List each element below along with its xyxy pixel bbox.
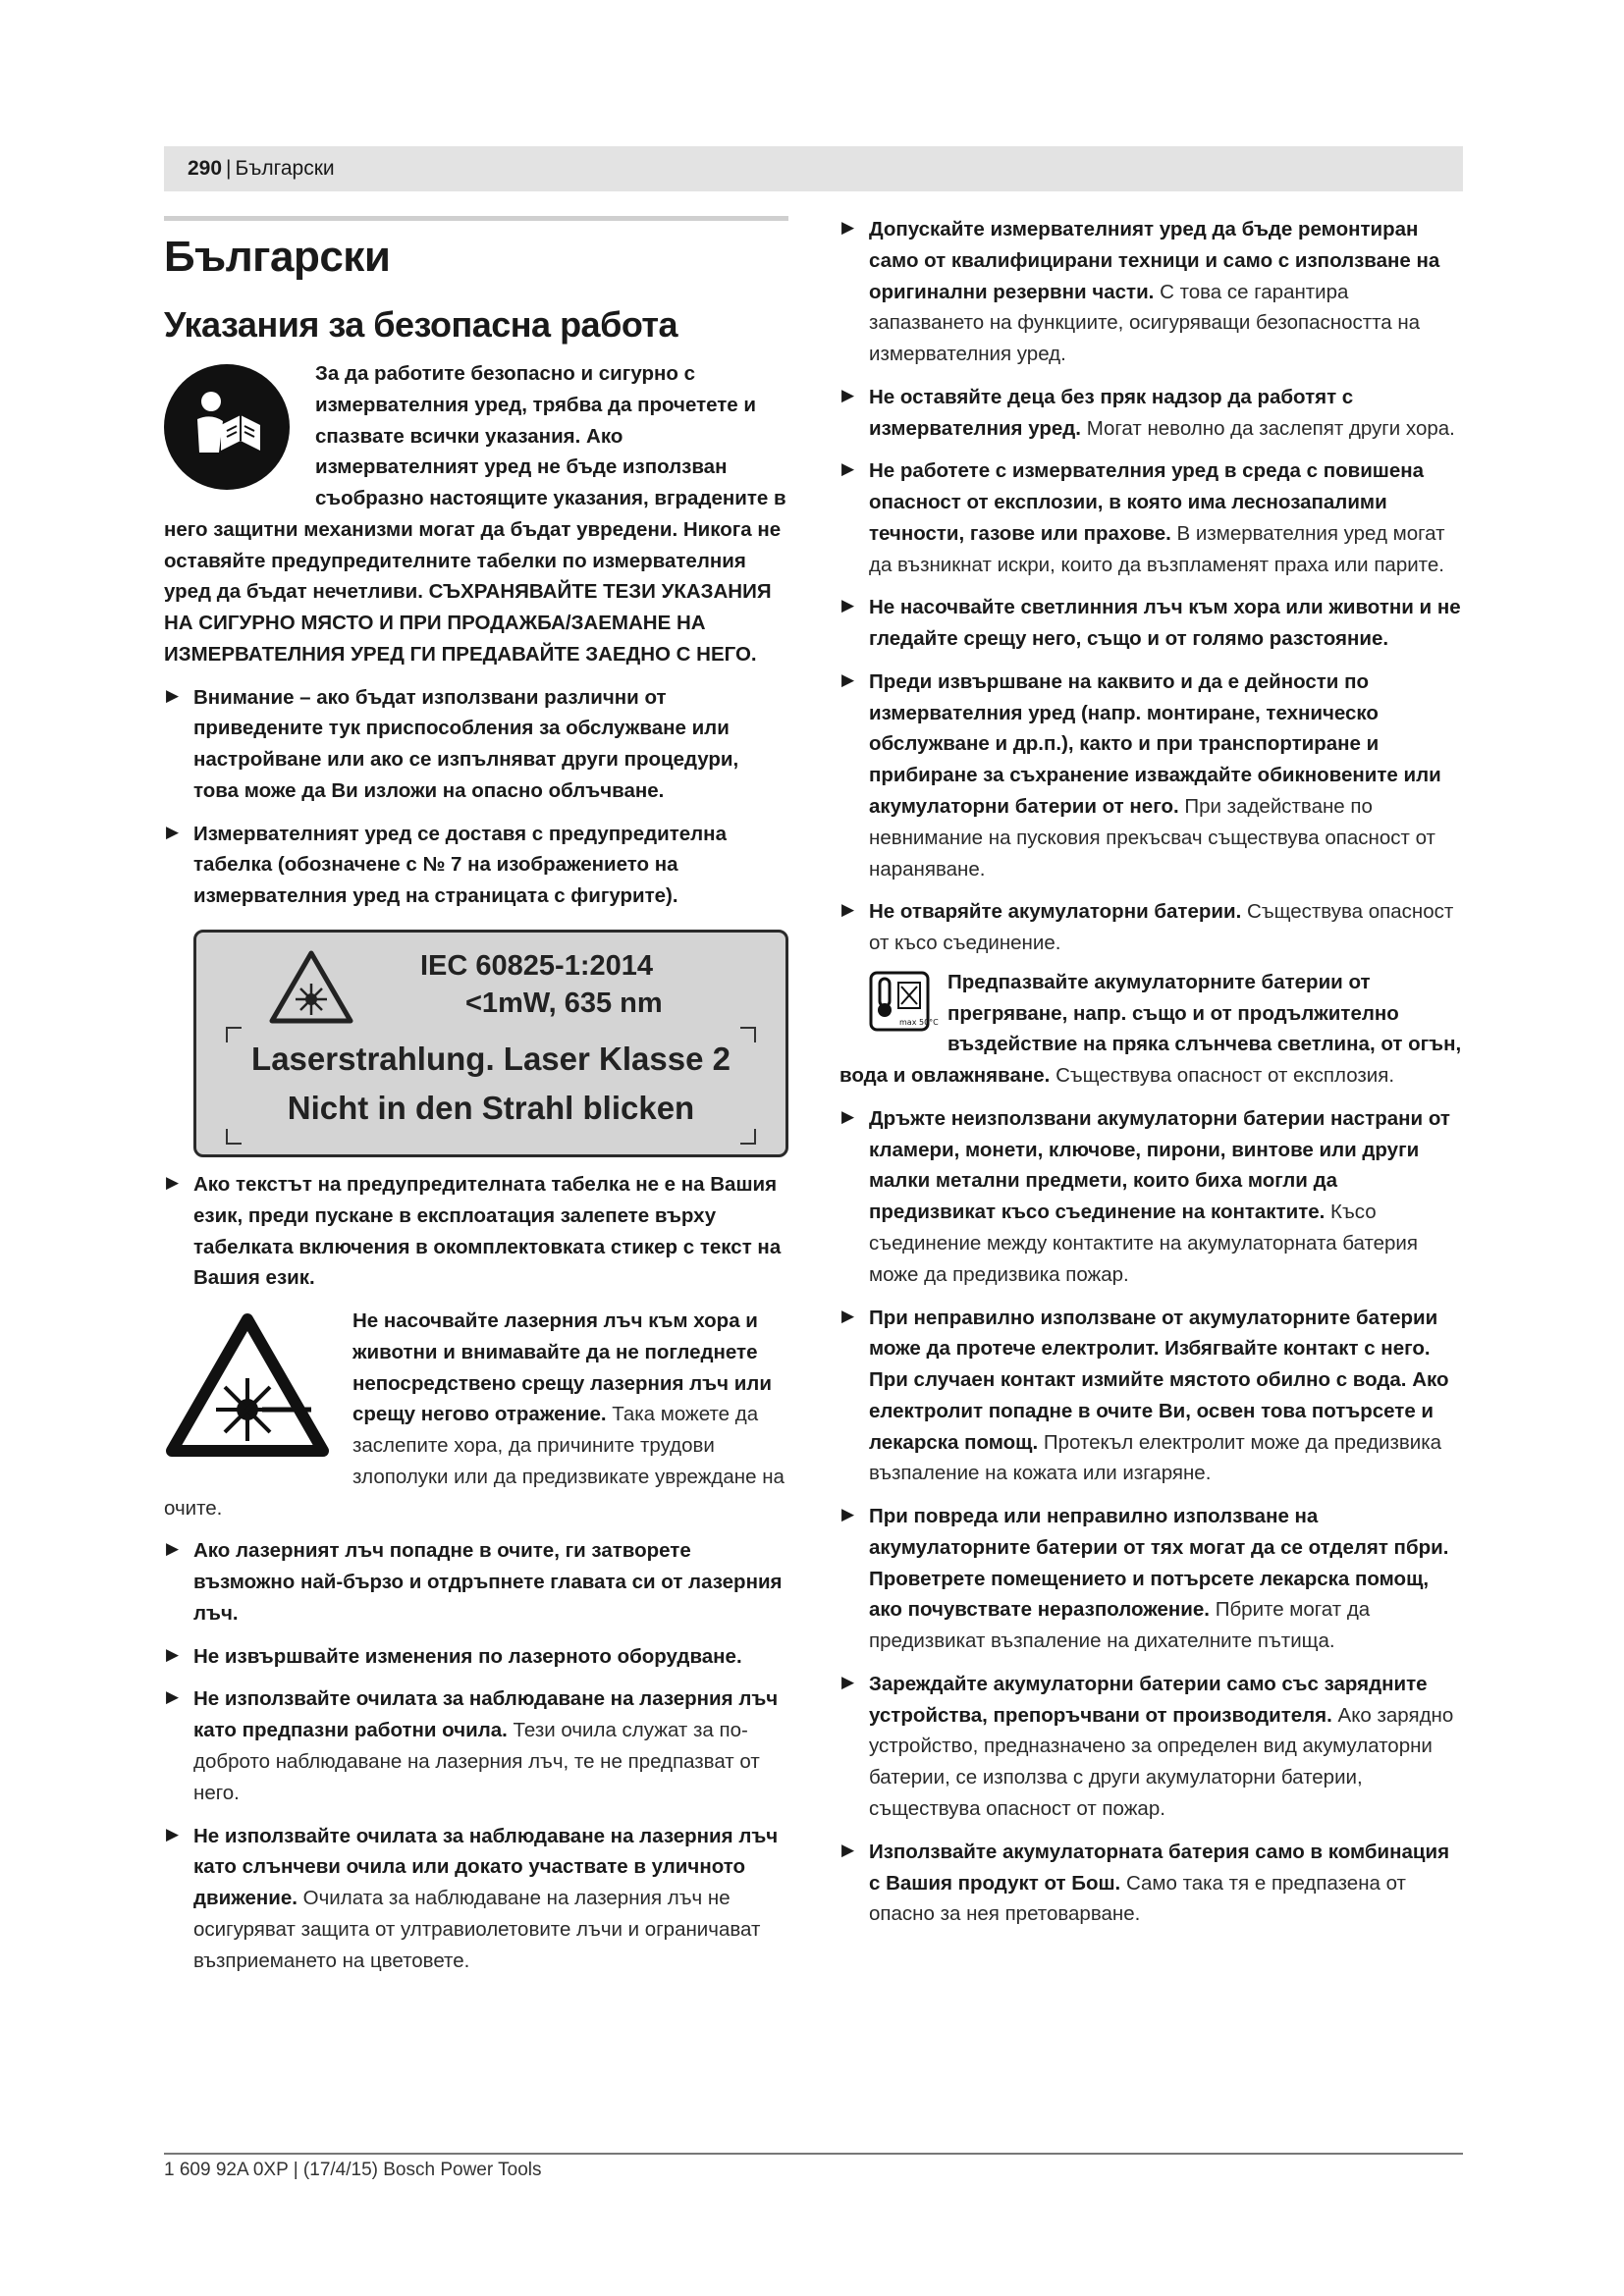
laser-warning-text: Така можете да заслепите хора, да причините трудови злополуки или да предизвикате увреждане на очите. — [164, 1403, 785, 1520]
temperature-icon-label: max 50°C — [899, 1017, 939, 1027]
list-item — [839, 1669, 1464, 1825]
list-item-text: Протекъл електролит може да предизвика възпаление на кожата или изгаряне. — [869, 1430, 1442, 1485]
right-column — [839, 214, 1464, 1930]
list-item: ▶ Внимание – ако бъдат използвани различни от приведените тук приспособления за обслужване или настройване или ако се изпълняват други процедури, това може да Ви изложи на опасно облъчване. — [164, 682, 788, 807]
page-number: 290 — [188, 157, 223, 180]
list-item-text: В измервателния уред могат да възникнат искри, които да възпламенят праха или парите. — [869, 521, 1445, 576]
temperature-icon — [869, 971, 939, 1032]
list-item-bold: Преди извършване на каквито и да е дейности по измервателния уред (напр. монтиране, техническо обслужване и др.п.), както и при транспортиране и прибиране за съхранение изваждайте обикновените или акумулаторни батерии от него. — [869, 669, 1441, 819]
laser-warning-icon — [267, 948, 355, 1027]
list-item — [839, 455, 1464, 580]
page-title: Български — [164, 233, 391, 281]
list-item-text: Тези очила служат за по-доброто наблюдаване на лазерния лъч, те не предпазват от него. — [193, 1719, 760, 1804]
list-item — [839, 1103, 1464, 1291]
list-item-bold: Зареждайте акумулаторни батерии само със зарядните устройства, препоръчвани от производителя. — [869, 1672, 1428, 1727]
list-item-bold: Не използвайте очилата за наблюдаване на лазерния лъч като слънчеви очила или докато участвате в уличното движение. — [193, 1824, 779, 1910]
footer-rule — [164, 2153, 1463, 2155]
footer-text: 1 609 92A 0XP | (17/4/15) Bosch Power Tools — [164, 2160, 542, 2180]
list-item-bold: Не оставяйте деца без пряк надзор да работят с измервателния уред. — [869, 385, 1354, 440]
list-item-text: Само така тя е предпазена от опасно за нея претоварване. — [869, 1871, 1406, 1926]
laser-warning-bold: Не насочвайте лазерния лъч към хора и животни и внимавайте да не погледнете непосредствено срещу лазерния лъч или срещу негово отражение. — [352, 1309, 772, 1426]
list-item — [164, 1821, 788, 1977]
left-column — [164, 214, 788, 1976]
section-title: Указания за безопасна работа — [164, 303, 678, 345]
label-class: Laserstrahlung. Laser Klasse 2 — [251, 1041, 731, 1077]
corner-mark — [740, 1129, 756, 1145]
list-item-text: Очилата за наблюдаване на лазерния лъч не осигуряват защита от ултравиолетовите лъчи и ограничават възприемането на цветовете. — [193, 1887, 761, 1972]
list-item-text: При задействане по невнимание на пусковия прекъсвач съществува опасност от нараняване. — [869, 795, 1435, 881]
list-item — [839, 1501, 1464, 1657]
list-item-text: Съществува опасност от късо съединение. — [869, 900, 1454, 955]
list-item-bold: Допускайте измервателният уред да бъде ремонтиран само от квалифицирани техници и само с използване на оригинални резервни части. — [869, 218, 1440, 303]
intro-text: За да работите безопасно и сигурно с измервателния уред, трябва да прочетете и спазвате всички указания. Ако измервателният уред не бъде използван съобразно настоящите указания, вградените в него защитни механизми могат да бъдат увредени. Никога не оставяйте предупредителните табелки по измервателния уред да бъдат нечетливи. СЪХРАНЯВАЙТЕ ТЕЗИ УКАЗАНИЯ НА СИГУРНО МЯСТО И ПРИ ПРОДАЖБА/ЗАЕМАНЕ НА ИЗМЕРВАТЕЛНИЯ УРЕД ГИ ПРЕДАВАЙТЕ ЗАЕДНО С НЕГО. — [164, 361, 786, 666]
list-item-bold: Използвайте акумулаторната батерия само в комбинация с Вашия продукт от Бош. — [869, 1840, 1450, 1895]
laser-warning-block — [164, 1306, 788, 1523]
header-language: Български — [235, 157, 335, 180]
intro-block — [164, 358, 788, 670]
list-item-bold: При повреда или неправилно използване на акумулаторните батерии от тях могат да се отделят пбри. Проветрете помещението и потърсете лекарска помощ, ако почувствате неразположение. — [869, 1505, 1449, 1622]
corner-mark — [740, 1027, 756, 1042]
list-item — [839, 1837, 1464, 1930]
page-header — [164, 146, 1463, 191]
heat-warning-text: Съществува опасност от експлозия. — [1056, 1064, 1395, 1088]
list-item-text: Пбрите могат да предизвикат възпаление на дихателните пътища. — [869, 1598, 1371, 1653]
label-standard: IEC 60825-1:2014 — [420, 950, 653, 982]
list-item — [164, 1683, 788, 1808]
heat-warning-bold: Предпазвайте акумулаторните батерии от прегряване, напр. също и от продължително въздействие на пряка слънчева светлина, от огън, вода и овлажняване. — [839, 970, 1462, 1088]
header-separator: | — [226, 157, 232, 180]
list-item-bold: Не работете с измервателния уред в среда с повишена опасност от експлозии, в която има леснозапалими течности, газове или прахове. — [869, 459, 1425, 545]
list-item — [839, 1303, 1464, 1490]
heat-warning-block — [839, 967, 1464, 1092]
warning-label-image — [193, 930, 788, 1157]
title-rule — [164, 216, 788, 221]
list-item: ▶ Не извършвайте изменения по лазерното оборудване. — [164, 1641, 788, 1673]
list-item-bold: Дръжте неизползвани акумулаторни батерии настрани от кламери, монети, ключове, пирони, винтове или други малки метални предмети, които биха могли да предизвикат късо съединение на контактите. — [869, 1106, 1450, 1224]
corner-mark — [226, 1129, 242, 1145]
list-item-bold: Не използвайте очилата за наблюдаване на лазерния лъч като предпазни работни очила. — [193, 1687, 779, 1742]
list-item-text: Могат неволно да заслепят други хора. — [1086, 416, 1455, 440]
label-warning: Nicht in den Strahl blicken — [287, 1090, 695, 1126]
list-item — [839, 896, 1464, 959]
list-item-text: Късо съединение между контактите на акумулаторната батерия може да предизвика пожар. — [869, 1201, 1418, 1286]
list-item: ▶ Измервателният уред се доставя с предупредителна табелка (обозначене с № 7 на изображението на измервателния уред на страницата с фигурите). — [164, 819, 788, 912]
list-item-text: Ако зарядно устройство, предназначено за определен вид акумулаторни батерии, се използва с други акумулаторни батерии, съществува опасност от пожар. — [869, 1703, 1454, 1820]
list-item — [839, 667, 1464, 884]
list-item: ▶ Ако лазерният лъч попадне в очите, ги затворете възможно най-бързо и отдръпнете главата си от лазерния лъч. — [164, 1535, 788, 1629]
laser-radiation-icon — [164, 1311, 331, 1459]
label-power: <1mW, 635 nm — [465, 988, 663, 1019]
read-manual-icon — [164, 364, 290, 490]
list-item-bold: При неправилно използване от акумулаторните батерии може да протече електролит. Избягвайте контакт с него. При случаен контакт измийте мястото обилно с вода. Ако електролит попадне в очите Ви, освен това потърсете и лекарска помощ. — [869, 1306, 1449, 1454]
list-item: ▶ Не насочвайте светлинния лъч към хора или животни и не гледайте срещу него, също и от голямо разстояние. — [839, 592, 1464, 655]
list-item: ▶ Ако текстът на предупредителната табелка не е на Вашия език, преди пускане в експлоатация залепете върху табелката включения в окомплектовката стикер с текст на Вашия език. — [164, 1169, 788, 1294]
list-item-text: С това се гарантира запазването на функциите, осигуряващи безопасността на измервателния уред. — [869, 280, 1421, 366]
list-item-bold: Не отваряйте акумулаторни батерии. — [869, 900, 1242, 924]
list-item — [839, 382, 1464, 445]
list-item — [839, 214, 1464, 370]
corner-mark — [226, 1027, 242, 1042]
